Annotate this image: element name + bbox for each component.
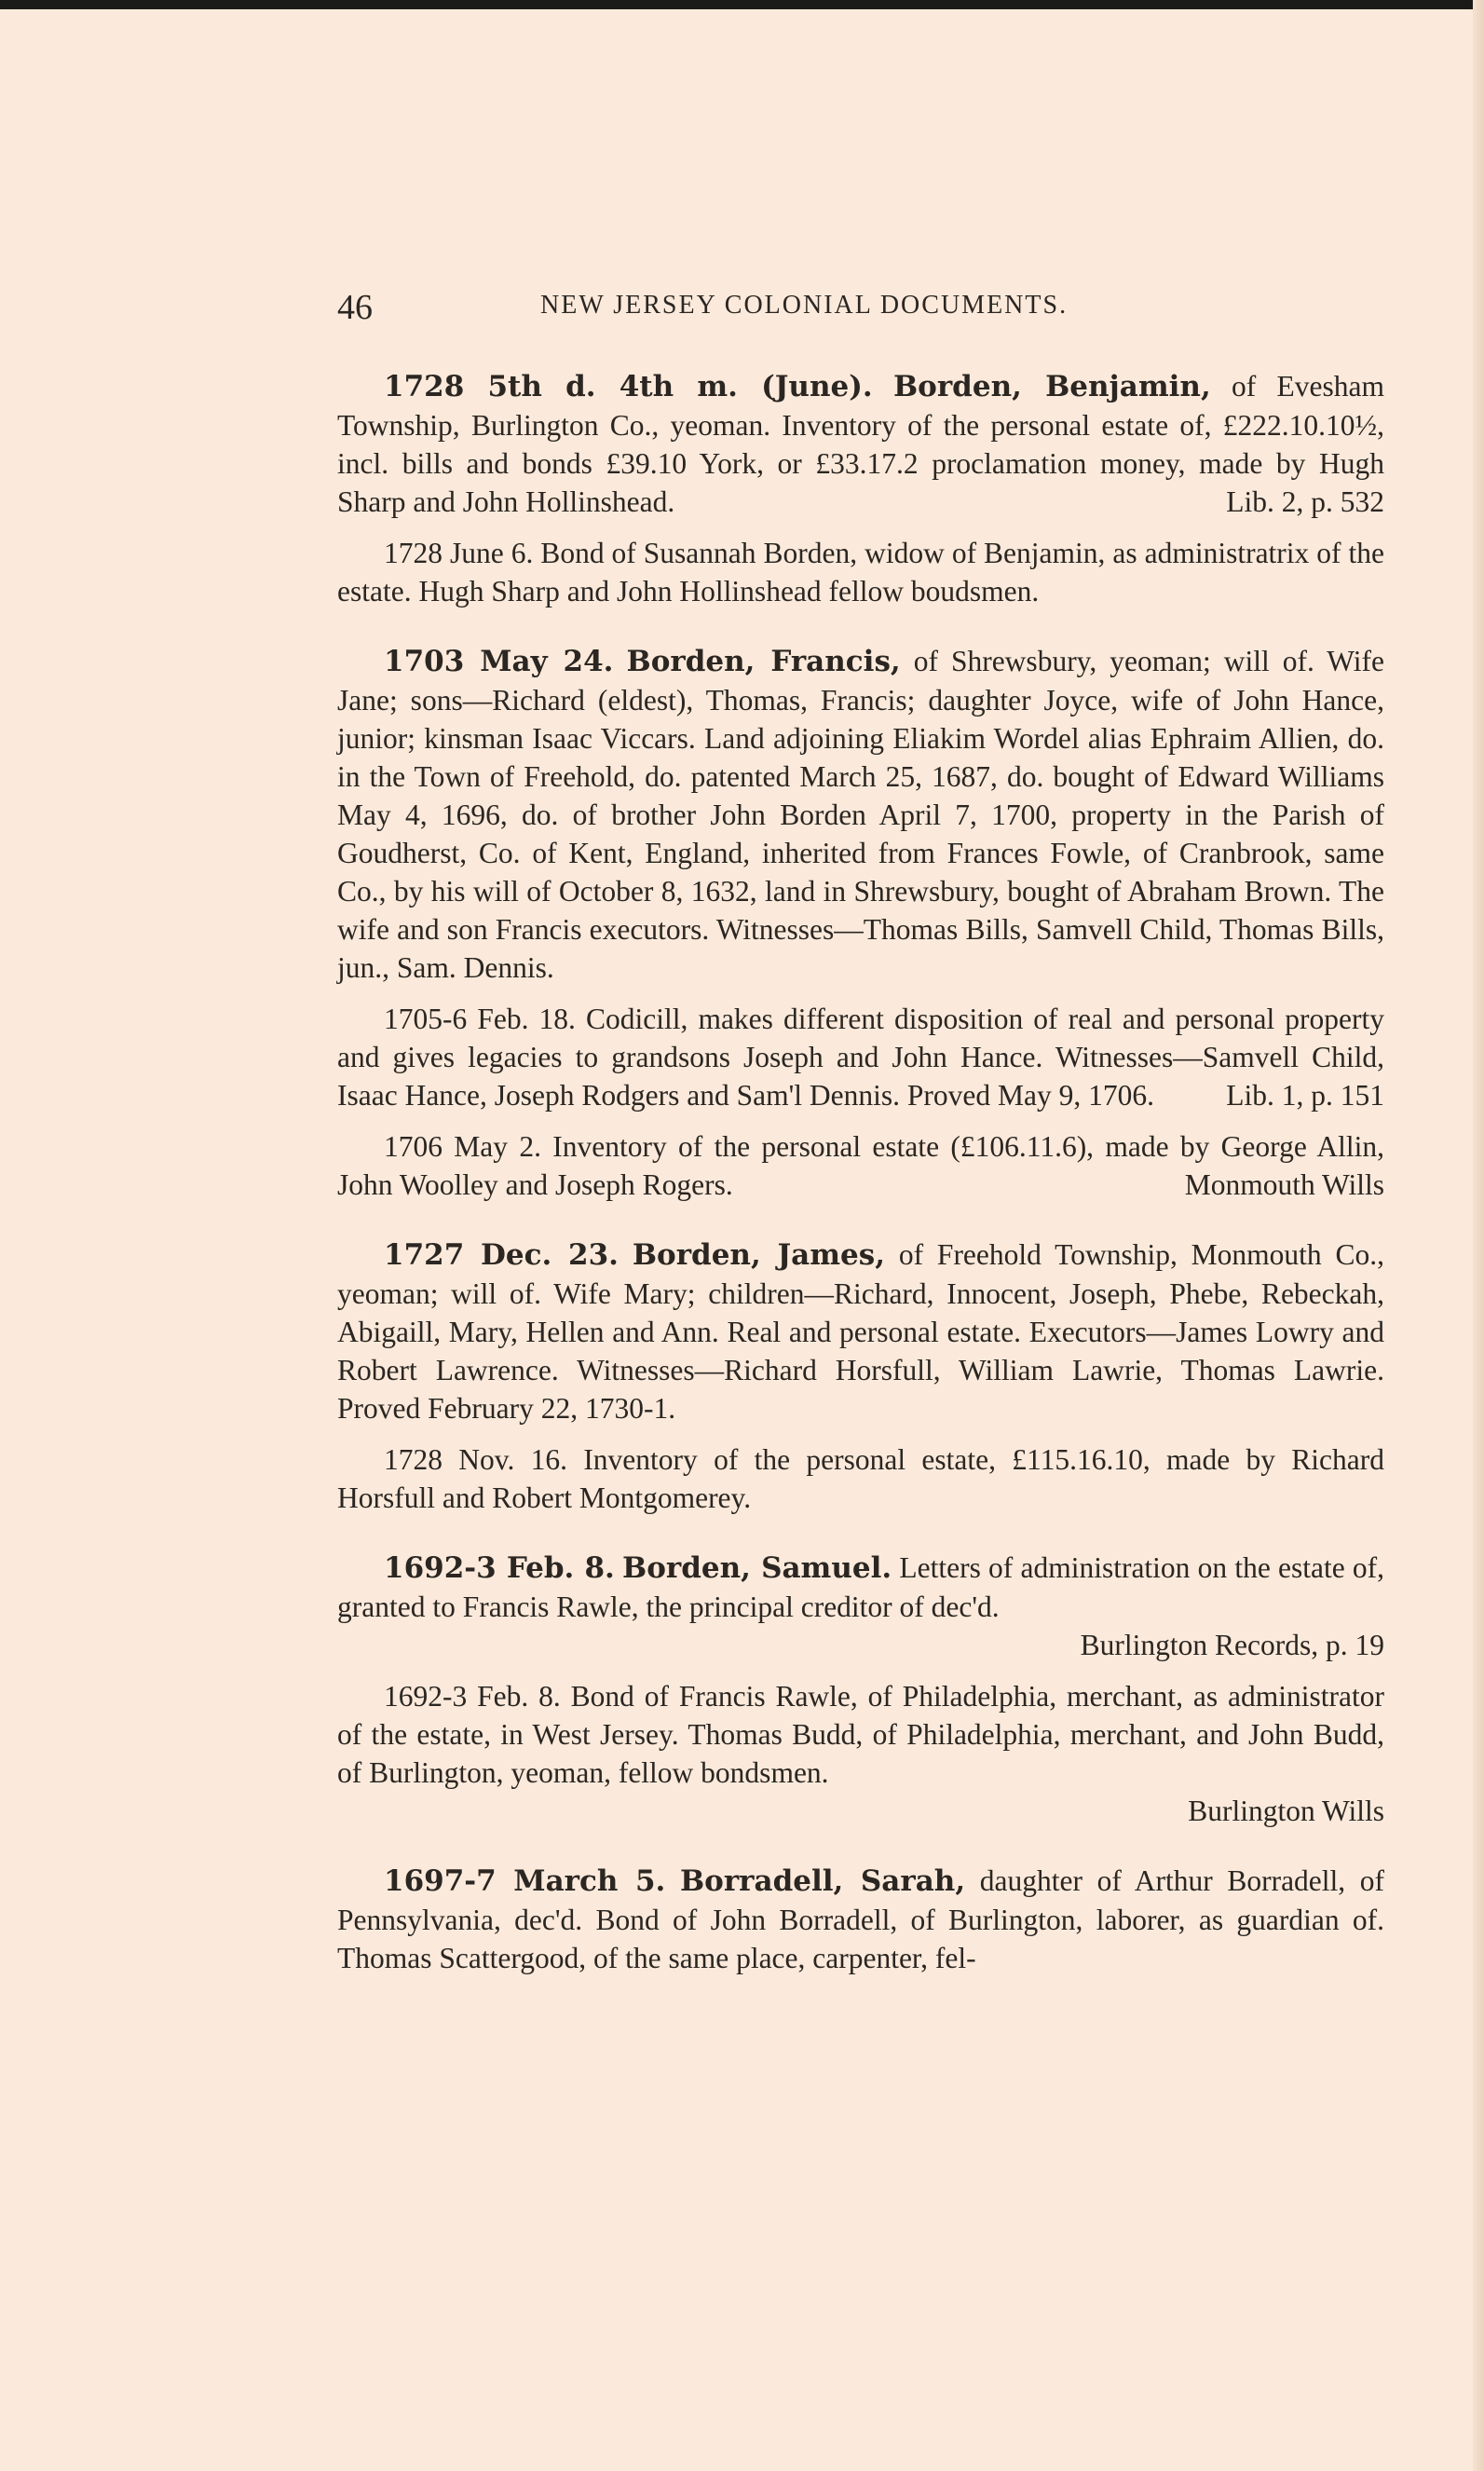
reference: Burlington Wills: [1188, 1795, 1384, 1827]
entry-sub-paragraph: 1728 June 6. Bond of Susannah Borden, widow of Benjamin, as administratrix of the estate. Hugh Sharp and John Hollinshead fellow boudsmen.: [337, 537, 1384, 608]
reference: Lib. 1, p. 151: [1226, 1079, 1384, 1112]
entry-borden-benjamin: 1728 5th d. 4th m. (June). Borden, Benjamin, of Evesham Township, Burlington Co., yeoman. Inventory of the personal estate of, £222.10.10½, incl. bills and bonds £39.10 York, or £33.17.2 proclamation money, made by Hugh Sharp and John Hollinshead. Lib. 2, p. 532: [337, 367, 1384, 521]
entry-sub-paragraph: 1728 Nov. 16. Inventory of the personal estate, £115.16.10, made by Richard Horsfull and Robert Montgomerey.: [337, 1443, 1384, 1514]
scan-right-edge: [1473, 0, 1484, 2471]
entry-borden-james: 1727 Dec. 23. Borden, James, of Freehold Township, Monmouth Co., yeoman; will of. Wife Mary; children—Richard, Innocent, Joseph, Phebe, Rebeckah, Abigaill, Mary, Hellen and Ann. Real and personal estate. Executors—James Lowry and Robert Lawrence. Witnesses—Richard Horsfull, William Lawrie, Thomas Lawrie. Proved February 22, 1730-1.: [337, 1238, 1385, 1425]
running-head: NEW JERSEY COLONIAL DOCUMENTS.: [540, 291, 1069, 320]
document-page: [337, 280, 1384, 1977]
page-header: [337, 280, 1384, 335]
entry-borradell-sarah: 1697-7 March 5. Borradell, Sarah, daughter of Arthur Borradell, of Pennsylvania, dec'd. Bond of John Borradell, of Burlington, laborer, as guardian of. Thomas Scattergood, of the same place, carpenter, fel-: [337, 1864, 1385, 1974]
reference: Monmouth Wills: [1184, 1168, 1384, 1201]
scan-top-edge: [0, 0, 1484, 9]
page-number: 46: [337, 288, 373, 327]
reference: Burlington Records, p. 19: [1080, 1629, 1384, 1661]
entry-sub-paragraph: 1705-6 Feb. 18. Codicill, makes different disposition of real and personal property and gives legacies to grandsons Joseph and John Hance. Witnesses—Samvell Child, Isaac Hance, Joseph Rodgers and Sam'l Dennis. Proved May 9, 1706. Lib. 1, p. 151: [337, 1000, 1384, 1114]
entry-sub-paragraph: 1692-3 Feb. 8. Bond of Francis Rawle, of Philadelphia, merchant, as administrator of the estate, in West Jersey. Thomas Budd, of Philadelphia, merchant, and John Budd, of Burlington, yeoman, fellow bondsmen.: [337, 1680, 1384, 1789]
entry-sub-paragraph: 1706 May 2. Inventory of the personal estate (£106.11.6), made by George Allin, John Woolley and Joseph Rogers. Monmouth Wills: [337, 1127, 1384, 1204]
entry-borden-francis: 1703 May 24. Borden, Francis, of Shrewsbury, yeoman; will of. Wife Jane; sons—Richard (eldest), Thomas, Francis; daughter Joyce, wife of John Hance, junior; kinsman Isaac Viccars. Land adjoining Eliakim Wordel alias Ephraim Allien, do. in the Town of Freehold, do. patented March 25, 1687, do. bought of Edward Williams May 4, 1696, do. of brother John Borden April 7, 1700, property in the Parish of Goudherst, Co. of Kent, England, inherited from Frances Fowle, of Cranbrook, same Co., by his will of October 8, 1632, land in Shrewsbury, bought of Abraham Brown. The wife and son Francis executors. Witnesses—Thomas Bills, Samvell Child, Thomas Bills, jun., Sam. Dennis.: [337, 645, 1384, 984]
reference: Lib. 2, p. 532: [1226, 485, 1384, 518]
entry-borden-samuel: 1692-3 Feb. 8. Borden, Samuel. Letters of administration on the estate of, granted to Francis Rawle, the principal creditor of dec'd.: [337, 1551, 1385, 1623]
